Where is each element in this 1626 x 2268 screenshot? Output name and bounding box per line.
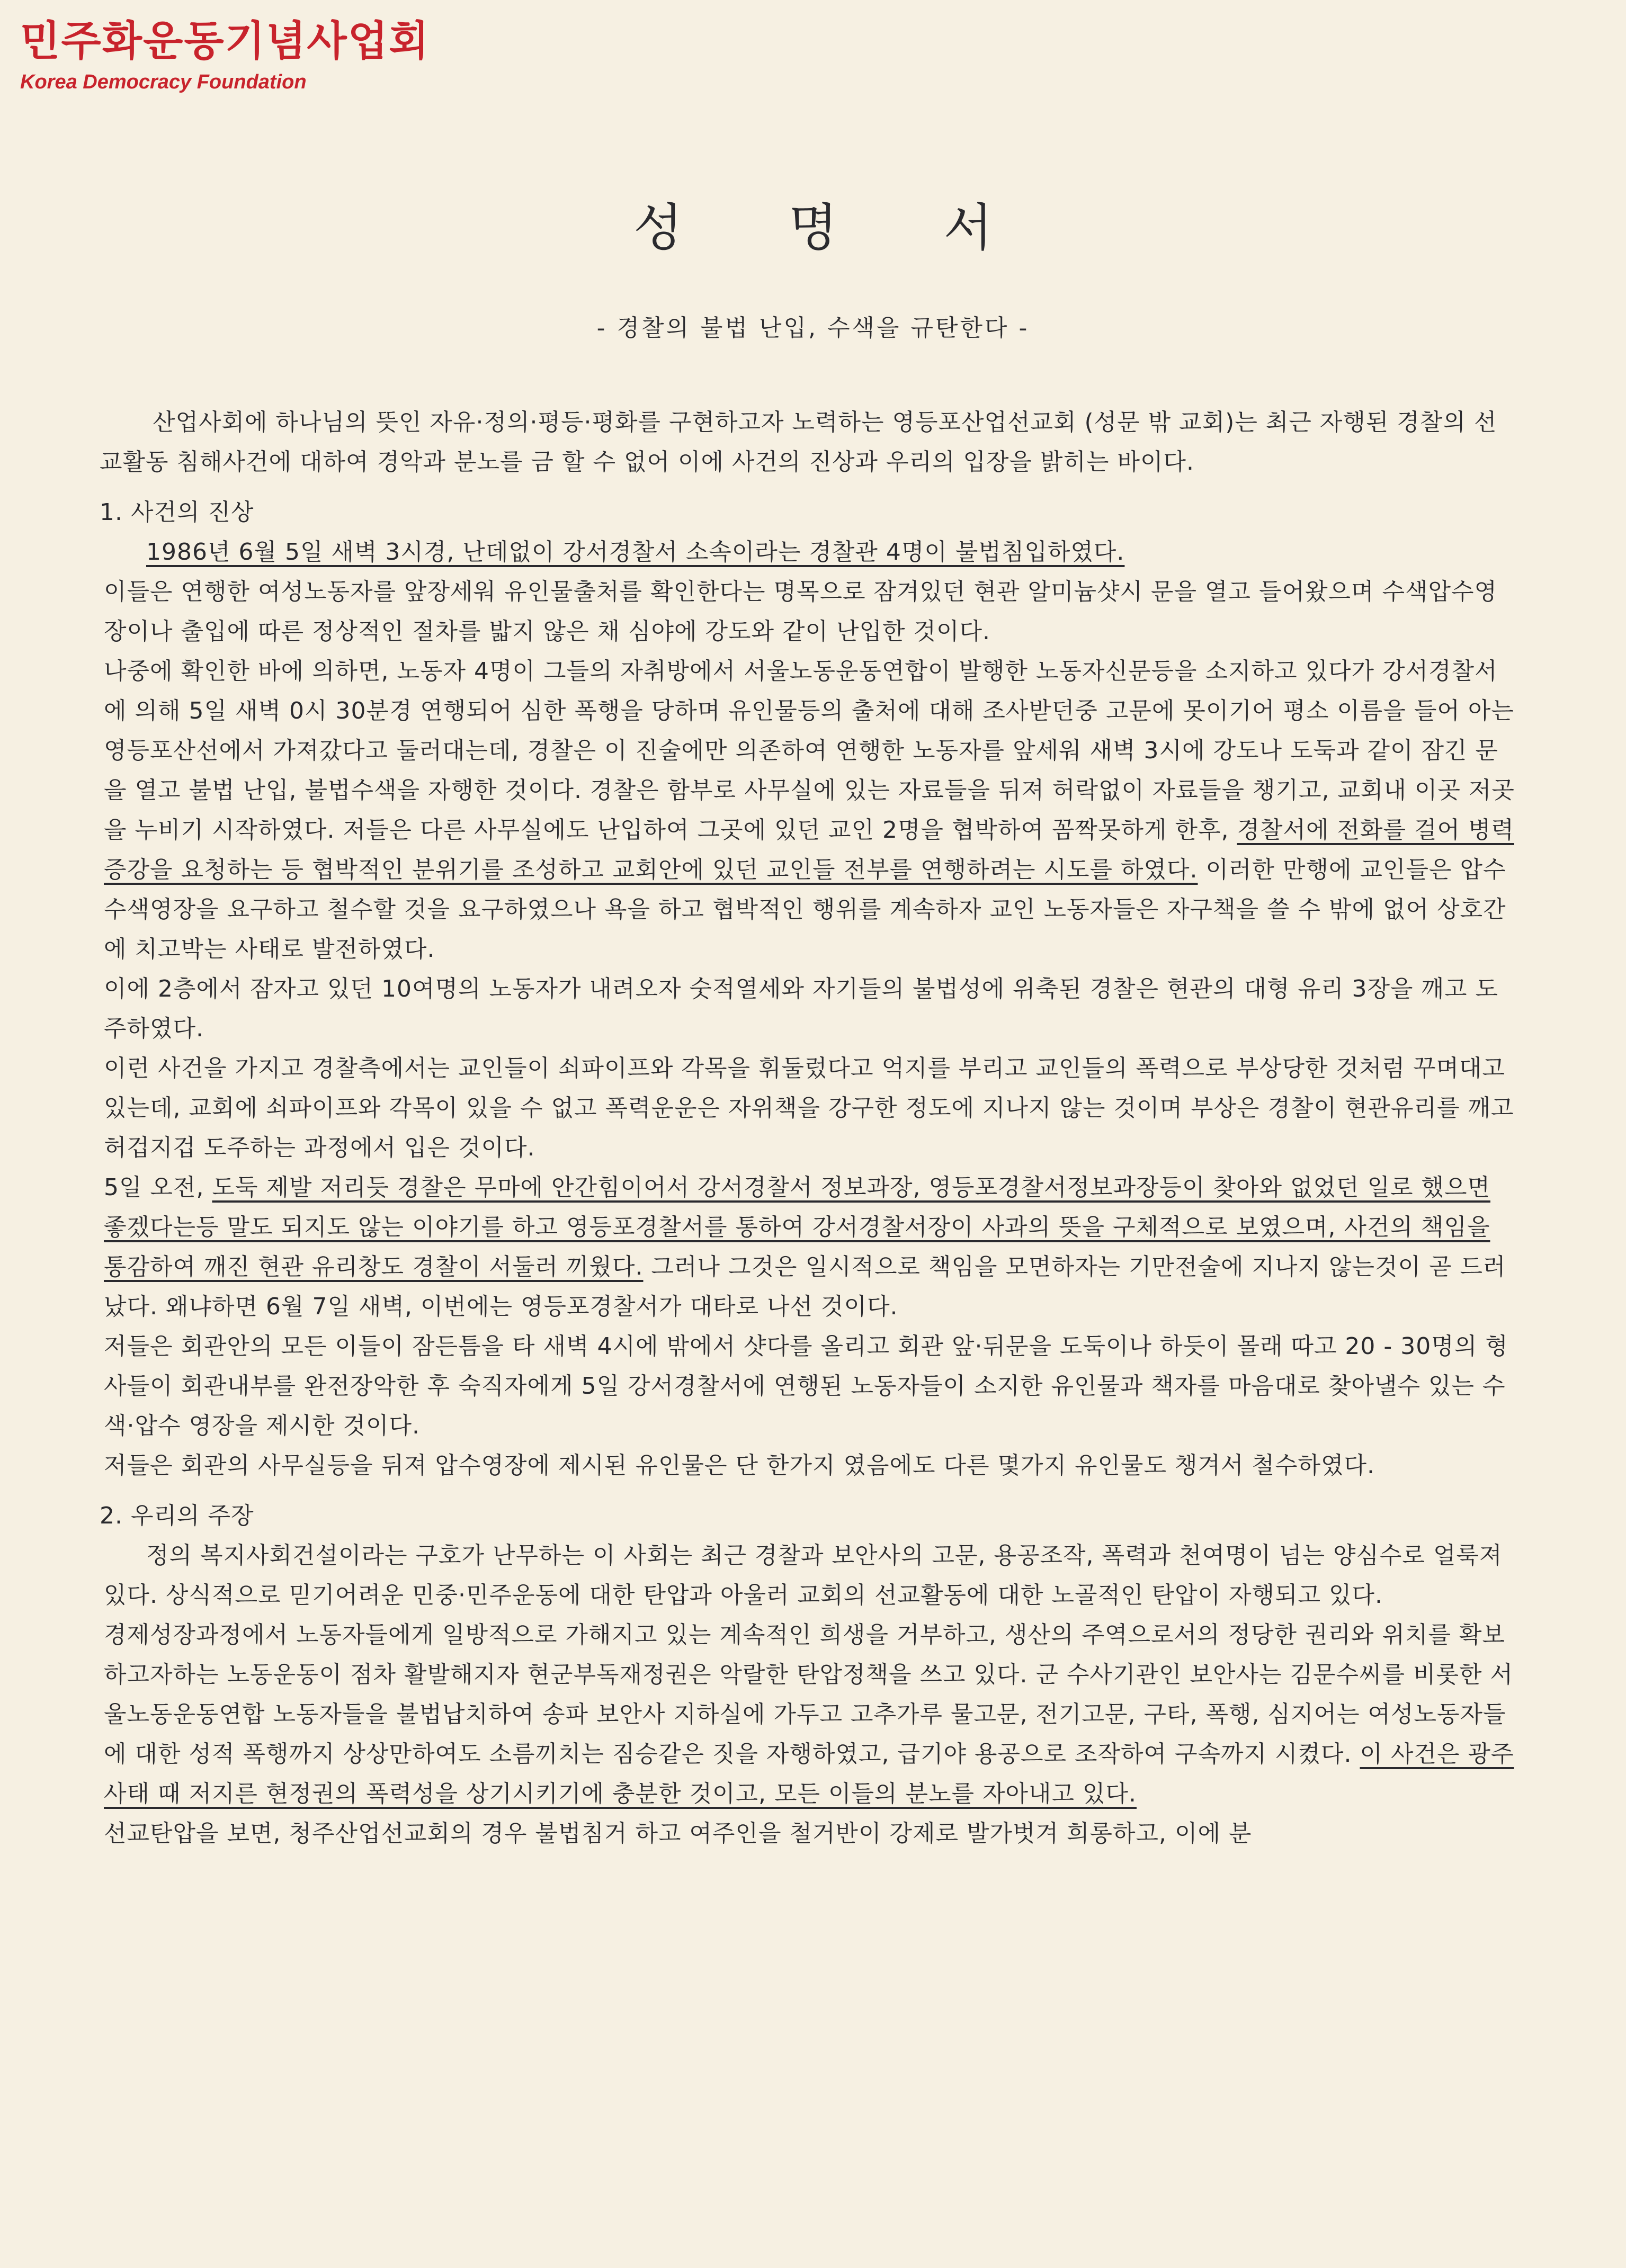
section-1-paragraph-2: 이들은 연행한 여성노동자를 앞장세워 유인물출처를 확인한다는 명목으로 잠겨있던 현관 알미늄샷시 문을 열고 들어왔으며 수색압수영장이나 출입에 따른 정상적인 절차를 밟지 않은 채 심야에 강도와 같이 난입한 것이다.: [104, 578, 1498, 645]
section-1-paragraph-3-part-c: 이러한 만행에 교인들은 압수 수색영장을 요구하고 철수할 것을 요구하였으나 욕을 하고 협박적인 행위를 계속하자 교인 노동자들은 자구책을 쓸 수 밖에 없어 상호간에 치고박는 사태로 발전하였다.: [104, 856, 1506, 963]
logo-korean-text: 민주화운동기념사업회: [20, 17, 430, 65]
section-1-paragraph-6-underlined: 도둑 제발 저리듯 경찰은 무마에 안간힘이어서 강서경찰서 정보과장, 영등포경찰서정보과장등이 찾아와 없었던 일로 했으면 좋겠다는등 말도 되지도 않는 이야기를 하고 영등포경찰서를 통하여 강서경찰서장이 사과의 뜻을 구체적으로 보였으며, 사건의 책임을 통감하여 깨진 현관 유리창도 경찰이 서둘러 끼웠다.: [104, 1174, 1490, 1280]
section-1-paragraph-6-part-a: 5일 오전,: [104, 1174, 212, 1201]
section-2-paragraph-2-underlined: 이 사건은 광주사태 때 저지른 현정권의 폭력성을 상기시키기에 충분한 것이고, 모든 이들의 분노를 자아내고 있다.: [104, 1741, 1514, 1807]
section-1-paragraph-1: [100, 532, 1519, 572]
section-1-paragraph-1-text: 1986년 6월 5일 새벽 3시경, 난데없이 강서경찰서 소속이라는 경찰관 4명이 불법침입하였다.: [146, 539, 1125, 566]
section-1-paragraph-7: 저들은 회관안의 모든 이들이 잠든틈을 타 새벽 4시에 밖에서 샷다를 올리고 회관 앞·뒤문을 도둑이나 하듯이 몰래 따고 20 - 30명의 형사들이 회관내부를 완전장악한 후 숙직자에게 5일 강서경찰서에 연행된 노동자들이 소지한 유인물과 책자를 마음대로 찾아낼수 있는 수색·압수 영장을 제시한 것이다.: [104, 1333, 1508, 1439]
section-2-paragraph-1: 정의 복지사회건설이라는 구호가 난무하는 이 사회는 최근 경찰과 보안사의 고문, 용공조작, 폭력과 천여명이 넘는 양심수로 얼룩져 있다. 상식적으로 믿기어려운 민중·민주운동에 대한 탄압과 아울러 교회의 선교활동에 대한 노골적인 탄압이 자행되고 있다.: [104, 1542, 1503, 1609]
section-1-paragraph-3-part-a: 나중에 확인한 바에 의하면, 노동자 4명이 그들의 자취방에서 서울노동운동연합이 발행한 노동자신문등을 소지하고 있다가 강서경찰서에 의해 5일 새벽 0시 30분경 연행되어 심한 폭행을 당하며 유인물등의 출처에 대해 조사받던중 고문에 못이기어 평소 이름을 들어 아는 영등포산선에서 가져갔다고 둘러대는데, 경찰은 이 진술에만 의존하여 연행한 노동자를 앞세워 새벽 3시에 강도나 도둑과 같이 잠긴 문을 열고 불법 난입, 불법수색을 자행한 것이다. 경찰은 함부로 사무실에 있는 자료들을 뒤져 허락없이 자료들을 챙기고, 교회내 이곳 저곳을 누비기 시작하였다. 저들은 다른 사무실에도 난입하여 그곳에 있던 교인 2명을 협박하여 꼼짝못하게 한후,: [104, 658, 1515, 844]
section-1-paragraph-3: [100, 651, 1519, 969]
section-2-paragraph-2-part-a: 경제성장과정에서 노동자들에게 일방적으로 가해지고 있는 계속적인 희생을 거부하고, 생산의 주역으로서의 정당한 권리와 위치를 확보하고자하는 노동운동이 점차 활발해지자 현군부독재정권은 악랄한 탄압정책을 쓰고 있다. 군 수사기관인 보안사는 김문수씨를 비롯한 서울노동운동연합 노동자들을 불법납치하여 송파 보안사 지하실에 가두고 고추가루 물고문, 전기고문, 구타, 폭행, 심지어는 여성노동자들에 대한 성적 폭행까지 상상만하여도 소름끼치는 짐승같은 짓을 자행하였고, 급기야 용공으로 조작하여 구속까지 시켰다.: [104, 1621, 1514, 1768]
foundation-logo: [20, 16, 430, 95]
section-1-paragraph-6: [100, 1168, 1519, 1326]
section-1-paragraph-3-underlined: 경찰서에 전화를 걸어 병력증강을 요청하는 등 협박적인 분위기를 조성하고 교회안에 있던 교인들 전부를 연행하려는 시도를 하였다.: [104, 817, 1514, 883]
section-1-paragraph-4: 이에 2층에서 잠자고 있던 10여명의 노동자가 내려오자 숫적열세와 자기들의 불법성에 위축된 경찰은 현관의 대형 유리 3장을 깨고 도주하였다.: [104, 975, 1498, 1042]
document-body: [100, 402, 1519, 1853]
intro-paragraph: 산업사회에 하나님의 뜻인 자유·정의·평등·평화를 구현하고자 노력하는 영등포산업선교회 (성문 밖 교회)는 최근 자행된 경찰의 선교활동 침해사건에 대하여 경악과 분노를 금 할 수 없어 이에 사건의 진상과 우리의 입장을 밝히는 바이다.: [100, 409, 1497, 476]
section-2-paragraph-2: [100, 1615, 1519, 1814]
section-2-heading: 2. 우리의 주장: [100, 1502, 254, 1529]
document-title: 성명서: [633, 198, 1099, 257]
section-2-paragraph-3: 선교탄압을 보면, 청주산업선교회의 경우 불법침거 하고 여주인을 철거반이 강제로 발가벗겨 희롱하고, 이에 분: [104, 1820, 1252, 1847]
section-1-paragraph-5: 이런 사건을 가지고 경찰측에서는 교인들이 쇠파이프와 각목을 휘둘렀다고 억지를 부리고 교인들의 폭력으로 부상당한 것처럼 꾸며대고 있는데, 교회에 쇠파이프와 각목이 있을 수 없고 폭력운운은 자위책을 강구한 정도에 지나지 않는 것이며 부상은 경찰이 현관유리를 깨고 허겁지겁 도주하는 과정에서 입은 것이다.: [104, 1055, 1514, 1161]
logo-english-text: Korea Democracy Foundation: [20, 71, 307, 93]
section-1-heading: 1. 사건의 진상: [100, 499, 254, 526]
section-1-paragraph-6-part-c: 그러나 그것은 일시적으로 책임을 모면하자는 기만전술에 지나지 않는것이 곧 드러났다. 왜냐하면 6월 7일 새벽, 이번에는 영등포경찰서가 대타로 나선 것이다.: [104, 1253, 1506, 1320]
document-subtitle: - 경찰의 불법 난입, 수색을 규탄한다 -: [596, 315, 1030, 342]
section-1-paragraph-8: 저들은 회관의 사무실등을 뒤져 압수영장에 제시된 유인물은 단 한가지 였음에도 다른 몇가지 유인물도 챙겨서 철수하였다.: [104, 1452, 1375, 1479]
